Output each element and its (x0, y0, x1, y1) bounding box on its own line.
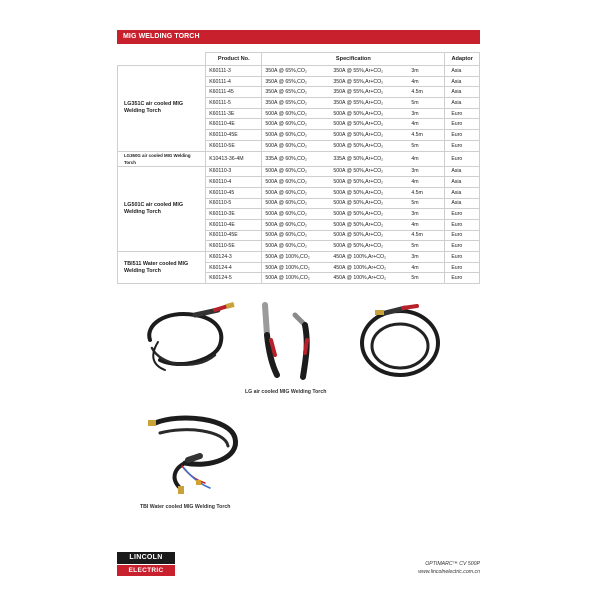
specification-cell (262, 252, 445, 263)
specification-cell (262, 130, 445, 141)
product-no-cell: K60110-5E (206, 140, 262, 151)
rating-value: 500A @ 50%,Ar+CO₂ (333, 243, 384, 250)
specification-cell (262, 119, 445, 130)
rating-value: 500A @ 50%,Ar+CO₂ (333, 168, 384, 175)
footer-product: OPTIMARC™ CV 500P (425, 561, 480, 567)
rating-value: 500A @ 50%,Ar+CO₂ (333, 110, 384, 117)
rating-value: 350A @ 65%,CO₂ (265, 99, 307, 106)
adaptor-cell: Asia (445, 66, 480, 77)
table-row (118, 66, 480, 77)
cable-length: 3m (411, 110, 419, 117)
rating-value: 500A @ 60%,CO₂ (265, 142, 307, 149)
rating-value: 500A @ 60%,CO₂ (265, 232, 307, 239)
lg-torch-photo-3 (355, 298, 445, 383)
cable-length: 5m (411, 243, 419, 250)
table-body (118, 66, 480, 284)
rating-value: 500A @ 50%,Ar+CO₂ (333, 179, 384, 186)
rating-value: 500A @ 60%,CO₂ (265, 243, 307, 250)
adaptor-cell: Euro (445, 119, 480, 130)
rating-value: 450A @ 100%,Ar+CO₂ (333, 253, 387, 260)
rating-value: 500A @ 60%,CO₂ (265, 200, 307, 207)
torch-group-name: LG360G air cooled MIG Welding Torch (118, 151, 206, 166)
specification-cell (262, 187, 445, 198)
rating-value: 500A @ 50%,Ar+CO₂ (333, 121, 384, 128)
specification-cell (262, 209, 445, 220)
specification-header: Specification (262, 53, 445, 66)
product-no-cell: K60124-3 (206, 252, 262, 263)
rating-value: 500A @ 60%,CO₂ (265, 131, 307, 138)
adaptor-cell: Asia (445, 177, 480, 188)
specification-cell (262, 151, 445, 166)
rating-value: 335A @ 60%,CO₂ (265, 155, 307, 162)
rating-value: 500A @ 60%,CO₂ (265, 189, 307, 196)
cable-length: 4m (411, 155, 419, 162)
rating-value: 500A @ 100%,CO₂ (265, 275, 310, 282)
adaptor-cell: Asia (445, 166, 480, 177)
cable-length: 4.5m (411, 131, 423, 138)
rating-value: 500A @ 60%,CO₂ (265, 121, 307, 128)
lg-torch-photo-2 (245, 295, 335, 380)
product-no-cell: K60110-3 (206, 166, 262, 177)
product-no-cell: K60111-5 (206, 98, 262, 109)
cable-length: 4.5m (411, 232, 423, 239)
torch-group-name: TBI511 Water cooled MIG Welding Torch (118, 252, 206, 284)
specification-cell (262, 273, 445, 284)
rating-value: 500A @ 50%,Ar+CO₂ (333, 211, 384, 218)
cable-length: 4m (411, 78, 419, 85)
tbi-caption: TBI Water cooled MIG Welding Torch (140, 504, 231, 510)
rating-value: 350A @ 65%,CO₂ (265, 78, 307, 85)
product-no-cell: K60110-45E (206, 130, 262, 141)
adaptor-cell: Euro (445, 108, 480, 119)
rating-value: 350A @ 65%,CO₂ (265, 67, 307, 74)
product-no-cell: K60111-45 (206, 87, 262, 98)
rating-value: 335A @ 50%,Ar+CO₂ (333, 155, 384, 162)
adaptor-cell: Euro (445, 140, 480, 151)
specification-cell (262, 66, 445, 77)
rating-value: 350A @ 55%,Ar+CO₂ (333, 67, 384, 74)
specification-cell (262, 108, 445, 119)
table-row (118, 166, 480, 177)
adaptor-cell: Euro (445, 209, 480, 220)
adaptor-cell: Asia (445, 98, 480, 109)
cable-length: 4m (411, 264, 419, 271)
cable-length: 4.5m (411, 89, 423, 96)
product-no-cell: K60110-3E (206, 209, 262, 220)
product-no-cell: K60110-45E (206, 230, 262, 241)
specification-cell (262, 87, 445, 98)
cable-length: 4.5m (411, 189, 423, 196)
rating-value: 500A @ 60%,CO₂ (265, 110, 307, 117)
cable-length: 5m (411, 200, 419, 207)
cable-length: 5m (411, 99, 419, 106)
specification-cell (262, 177, 445, 188)
adaptor-cell: Euro (445, 241, 480, 252)
footer-url: www.lincolnelectric.com.cn (418, 569, 480, 575)
adaptor-cell: Euro (445, 252, 480, 263)
cable-length: 4m (411, 179, 419, 186)
cable-length: 5m (411, 142, 419, 149)
lg-caption: LG air cooled MIG Welding Torch (245, 389, 327, 395)
product-no-cell: K60111-4 (206, 76, 262, 87)
adaptor-header: Adaptor (445, 53, 480, 66)
rating-value: 500A @ 50%,Ar+CO₂ (333, 232, 384, 239)
product-no-cell: K60110-4 (206, 177, 262, 188)
section-banner: MIG WELDING TORCH (117, 30, 480, 44)
rating-value: 500A @ 60%,CO₂ (265, 168, 307, 175)
specification-cell (262, 241, 445, 252)
specification-cell (262, 98, 445, 109)
product-no-cell: K60111-3E (206, 108, 262, 119)
product-no-cell: K60124-5 (206, 273, 262, 284)
product-no-cell: K60110-4E (206, 119, 262, 130)
cable-length: 3m (411, 211, 419, 218)
specification-cell (262, 166, 445, 177)
table-header-row (118, 53, 480, 66)
product-no-cell: K60110-4E (206, 219, 262, 230)
specification-cell (262, 140, 445, 151)
cable-length: 3m (411, 168, 419, 175)
cable-length: 3m (411, 67, 419, 74)
specification-cell (262, 219, 445, 230)
torch-group-name: LG351C air cooled MIG Welding Torch (118, 66, 206, 152)
product-no-cell: K10413-36-4M (206, 151, 262, 166)
adaptor-cell: Euro (445, 262, 480, 273)
logo-bottom-text: ELECTRIC (117, 565, 175, 576)
product-no-cell: K60110-5E (206, 241, 262, 252)
product-no-cell: K60124-4 (206, 262, 262, 273)
tbi-torch-photo (140, 408, 250, 498)
rating-value: 500A @ 60%,CO₂ (265, 221, 307, 228)
cable-length: 3m (411, 253, 419, 260)
cable-length: 4m (411, 221, 419, 228)
product-no-cell: K60110-5 (206, 198, 262, 209)
rating-value: 450A @ 100%,Ar+CO₂ (333, 275, 387, 282)
rating-value: 500A @ 100%,CO₂ (265, 253, 310, 260)
rating-value: 500A @ 100%,CO₂ (265, 264, 310, 271)
logo-top-text: LINCOLN (117, 552, 175, 564)
product-no-cell: K60110-45 (206, 187, 262, 198)
table-row (118, 151, 480, 166)
cable-length: 5m (411, 275, 419, 282)
rating-value: 450A @ 100%,Ar+CO₂ (333, 264, 387, 271)
rating-value: 500A @ 50%,Ar+CO₂ (333, 142, 384, 149)
adaptor-cell: Asia (445, 187, 480, 198)
product-no-cell: K60111-3 (206, 66, 262, 77)
table-row (118, 252, 480, 263)
rating-value: 500A @ 60%,CO₂ (265, 179, 307, 186)
adaptor-cell: Asia (445, 87, 480, 98)
rating-value: 350A @ 55%,Ar+CO₂ (333, 78, 384, 85)
product-no-header: Product No. (206, 53, 262, 66)
specification-cell (262, 198, 445, 209)
spec-table (117, 52, 480, 284)
rating-value: 350A @ 55%,Ar+CO₂ (333, 99, 384, 106)
adaptor-cell: Euro (445, 130, 480, 141)
rating-value: 500A @ 50%,Ar+CO₂ (333, 189, 384, 196)
adaptor-cell: Euro (445, 219, 480, 230)
lincoln-electric-logo (117, 552, 175, 576)
rating-value: 350A @ 65%,CO₂ (265, 89, 307, 96)
rating-value: 500A @ 50%,Ar+CO₂ (333, 200, 384, 207)
adaptor-cell: Euro (445, 151, 480, 166)
rating-value: 500A @ 50%,Ar+CO₂ (333, 131, 384, 138)
adaptor-cell: Asia (445, 198, 480, 209)
rating-value: 350A @ 55%,Ar+CO₂ (333, 89, 384, 96)
cable-length: 4m (411, 121, 419, 128)
torch-group-name: LG501C air cooled MIG Welding Torch (118, 166, 206, 252)
rating-value: 500A @ 60%,CO₂ (265, 211, 307, 218)
adaptor-cell: Euro (445, 273, 480, 284)
specification-cell (262, 230, 445, 241)
group-header-cell (118, 53, 206, 66)
rating-value: 500A @ 50%,Ar+CO₂ (333, 221, 384, 228)
specification-cell (262, 76, 445, 87)
specification-cell (262, 262, 445, 273)
adaptor-cell: Euro (445, 230, 480, 241)
lg-torch-photo-1 (140, 300, 240, 380)
adaptor-cell: Asia (445, 76, 480, 87)
